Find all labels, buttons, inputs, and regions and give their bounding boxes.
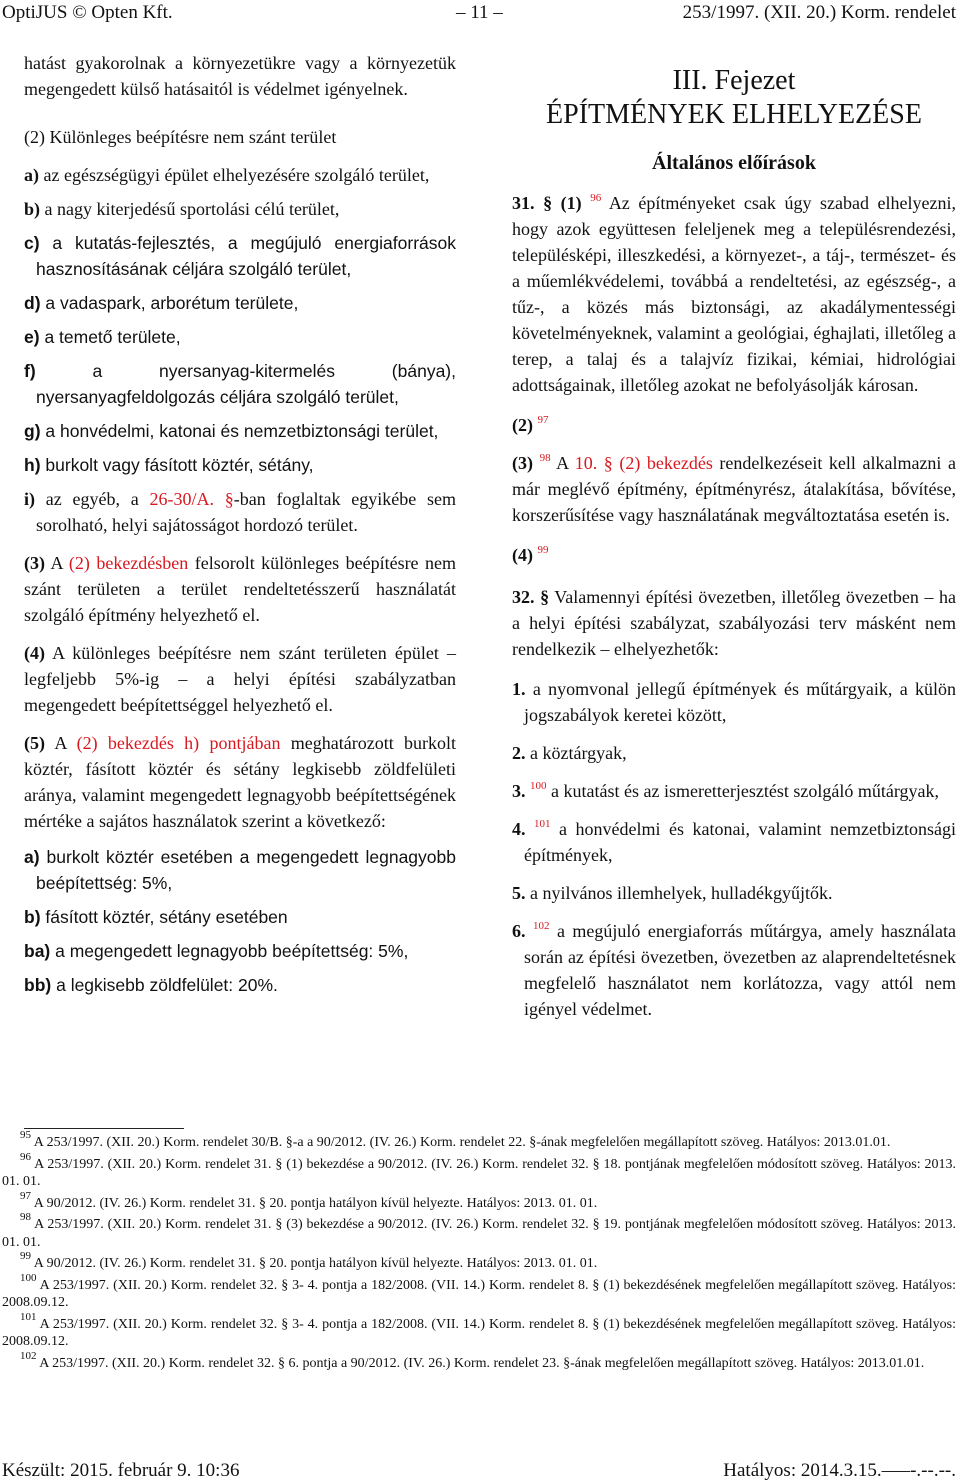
footnote: $^{100}$ A 253/1997. (XII. 20.) Korm. rendelet 32. § 3- 4. pontja a 182/2008. (VII. 14.) Korm. rendelet 8. § (1) bekezdésének megfelelően megállapított szöveg. Hatályos: 2008.09.12.	[2, 1271, 956, 1310]
footnote-ref-101[interactable]: 101	[534, 818, 551, 830]
list-item: g) a honvédelmi, katonai és nemzetbiztonsági terület,	[24, 421, 439, 441]
footnote-ref-100[interactable]: 100	[530, 780, 547, 792]
list-item: c) a kutatás-fejlesztés, a megújuló energiaforrások hasznosításának céljára szolgáló terület,	[24, 233, 456, 279]
section-31-paragraph-3: (3) $^{98}$ A 10. § (2) bekezdés rendelkezéseit kell alkalmazni a már meglévő építmény, építményrész, átalakítása, bővítése, korszerűsítése vagy használatának megváltoztatása esetén is.	[512, 452, 956, 525]
section-31-paragraph-1: 31. § (1) $^{96}$ Az építményeket csak úgy szabad elhelyezni, hogy azok együttesen feleljenek meg a településrendezési, településképi, illeszkedési, a környezet-, a táj-, természet- és a műemlékvédelemi, továbbá a rendeltetési, az egészség-, a tűz-, a közés más biztonsági, az akadálymentességi követelményeknek, valamint a geológiai, éghajlati, illetőleg a terep, a talaj és a talajvíz fizikai, kémiai, hidrológiai adottságainak, illetőleg azokat ne befolyásolják károsan.	[512, 192, 957, 395]
list-item: 5. a nyilvános illemhelyek, hulladékgyűjtők.	[512, 883, 833, 903]
section-31-paragraph-4: (4) $^{99}$	[512, 544, 549, 565]
list-item: a) az egészségügyi épület elhelyezésére szolgáló terület,	[24, 165, 430, 185]
paragraph-5-list	[24, 844, 456, 998]
footnote: $^{96}$ A 253/1997. (XII. 20.) Korm. rendelet 31. § (1) bekezdése a 90/2012. (IV. 26.) Korm. rendelet 32. § 18. pontjának megfelelően módosított szöveg. Hatályos: 2013. 01. 01.	[2, 1150, 956, 1189]
paragraph-2-list	[24, 162, 456, 538]
link-26-30a[interactable]: 26-30/A.	[149, 489, 215, 509]
link-paragraph-2-h[interactable]: (2) bekezdés h) pontjában	[76, 733, 281, 753]
list-item: 4. $^{101}$ a honvédelmi és katonai, valamint nemzetbiztonsági építmények,	[512, 818, 956, 865]
chapter-title: ÉPÍTMÉNYEK ELHELYEZÉSE	[546, 99, 922, 130]
footer-created: Készült: 2015. február 9. 10:36	[2, 1460, 240, 1481]
paragraph-3: (3) A (2) bekezdésben felsorolt különleges beépítésre nem szánt területen a terület rendeltetésszerű használatát szolgáló építmény helyezhető el.	[24, 553, 456, 625]
footer-effective: Hatályos: 2014.3.15.–––-.--.--.	[723, 1460, 956, 1481]
list-item: 3. $^{100}$ a kutatást és az ismeretterjesztést szolgáló műtárgyak,	[512, 780, 940, 801]
footnotes	[2, 1129, 956, 1376]
paragraph-4: (4) A különleges beépítésre nem szánt területen épület – legfeljebb 5%-ig – a helyi építési szabályzatban megengedett beépítettséggel helyezhető el.	[24, 643, 456, 715]
section-subheading: Általános előírások	[652, 152, 816, 174]
chapter-number: III. Fejezet	[672, 65, 796, 96]
intro-paragraph: hatást gyakorolnak a környezetükre vagy a környezetük megengedett külső hatásaitól is védelmet igényelnek.	[24, 53, 456, 99]
list-item: b) a nagy kiterjedésű sportolási célú terület,	[24, 199, 340, 219]
list-item: ba) a megengedett legnagyobb beépítettség: 5%,	[24, 941, 409, 961]
footnote-divider	[24, 1128, 184, 1129]
list-item: 6. $^{102}$ a megújuló energiaforrás műtárgya, amely használata során az építési övezetben, övezetben az alaprendeltetésnek megfelelő használatot nem korlátozza, vagy attól nem igényel védelmet.	[512, 920, 957, 1019]
footnote-ref-98[interactable]: 98	[539, 452, 551, 464]
header-page-number: – 11 –	[456, 2, 503, 23]
left-column	[24, 50, 456, 998]
link-paragraph-2[interactable]: (2) bekezdésben	[68, 553, 189, 573]
section-31-paragraph-2: (2) $^{97}$	[512, 414, 549, 435]
paragraph-2-heading: (2) Különleges beépítésre nem szánt terület	[24, 127, 337, 147]
link-paragraph-2-b[interactable]: § (2) bekezdés	[603, 453, 713, 473]
footnote: $^{99}$ A 90/2012. (IV. 26.) Korm. rendelet 31. § 20. pontja hatályon kívül helyezte. Hatályos: 2013. 01. 01.	[20, 1250, 598, 1271]
footnote-ref-102[interactable]: 102	[532, 920, 550, 932]
list-item: b) fásított köztér, sétány esetében	[24, 907, 288, 927]
list-item: 2. a köztárgyak,	[512, 743, 627, 763]
footnote-ref-96[interactable]: 96	[590, 192, 602, 204]
footnote: $^{97}$ A 90/2012. (IV. 26.) Korm. rendelet 31. § 20. pontja hatályon kívül helyezte. Hatályos: 2013. 01. 01.	[20, 1189, 598, 1211]
list-item: h) burkolt vagy fásított köztér, sétány,	[24, 455, 314, 475]
right-column	[512, 50, 956, 1022]
footnote: $^{102}$ A 253/1997. (XII. 20.) Korm. rendelet 32. § 6. pontja a 90/2012. (IV. 26.) Korm. rendelet 23. §-ának megfelelően megállapított szöveg. Hatályos: 2013.01.01.	[20, 1349, 925, 1371]
footnote: $^{95}$ A 253/1997. (XII. 20.) Korm. rendelet 30/B. §-a a 90/2012. (IV. 26.) Korm. rendelet 22. §-ának megfelelően megállapított szöveg. Hatályos: 2013.01.01.	[20, 1129, 891, 1150]
footnote-ref-97[interactable]: 97	[537, 414, 549, 426]
footnote: $^{101}$ A 253/1997. (XII. 20.) Korm. rendelet 32. § 3- 4. pontja a 182/2008. (VII. 14.) Korm. rendelet 8. § (1) bekezdésének megfelelően megállapított szöveg. Hatályos: 2008.09.12.	[2, 1310, 956, 1349]
footnote-ref-99[interactable]: 99	[537, 544, 549, 556]
section-32-list	[512, 676, 956, 1022]
list-item: bb) a legkisebb zöldfelület: 20%.	[24, 975, 278, 995]
list-item: i) az egyéb, a 26-30/A. §-ban foglaltak egyikébe sem sorolható, helyi sajátosságot hordozó terület.	[24, 489, 456, 535]
header-document-title: 253/1997. (XII. 20.) Korm. rendelet	[682, 2, 956, 23]
link-section-sign[interactable]: §	[224, 489, 234, 509]
link-section-10[interactable]: 10.	[574, 453, 598, 473]
list-item: a) burkolt köztér esetében a megengedett legnagyobb beépítettség: 5%,	[24, 847, 456, 893]
page-header	[0, 2, 960, 30]
list-item: e) a temető területe,	[24, 327, 181, 347]
footnote: $^{98}$ A 253/1997. (XII. 20.) Korm. rendelet 31. § (3) bekezdése a 90/2012. (IV. 26.) Korm. rendelet 32. § 19. pontjának megfelelően módosított szöveg. Hatályos: 2013. 01. 01.	[2, 1211, 956, 1250]
list-item: d) a vadaspark, arborétum területe,	[24, 293, 299, 313]
list-item: f) a nyersanyag-kitermelés (bánya), nyersanyagfeldolgozás céljára szolgáló terület,	[24, 361, 456, 407]
section-32: 32. § Valamennyi építési övezetben, illetőleg övezetben – ha a helyi építési szabályzat, szabályozási terv másként nem rendelkezik – elhelyezhetők:	[512, 587, 956, 659]
paragraph-5: (5) A (2) bekezdés h) pontjában meghatározott burkolt köztér, fásított köztér és sétány legkisebb zöldfelületi aránya, valamint megengedett legnagyobb beépítettségének mértéke a sajátos használatok szerint a következő:	[24, 733, 456, 831]
header-publisher: OptiJUS © Opten Kft.	[2, 2, 173, 23]
list-item: 1. a nyomvonal jellegű építmények és műtárgyaik, a külön jogszabályok keretei között,	[512, 679, 956, 725]
